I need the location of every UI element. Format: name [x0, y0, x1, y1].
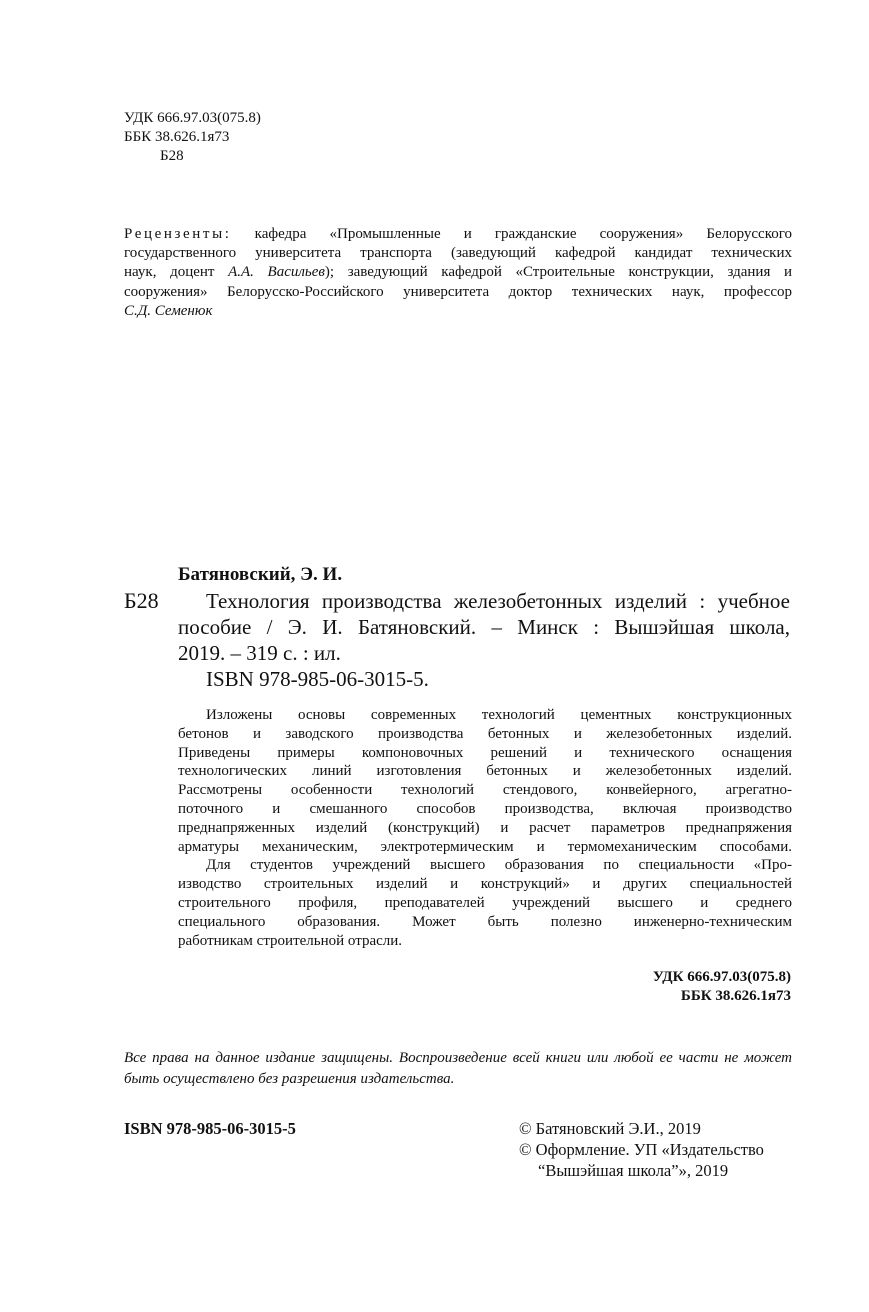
bib-line: 2019. – 319 с. : ил. — [178, 641, 341, 665]
bib-isbn: ISBN 978-985-06-3015-5. — [206, 667, 429, 691]
isbn: ISBN 978-985-06-3015-5 — [124, 1119, 296, 1138]
annotation-line: Рассмотрены особенности технологий стендового, конвейерного, агрегатно- — [178, 782, 792, 799]
copyright-author: © Батяновский Э.И., 2019 — [519, 1119, 701, 1138]
annotation-line: арматуры механическим, электротермическим и термомеханическим способами. — [178, 838, 792, 855]
udk-code: УДК 666.97.03(075.8) — [652, 969, 791, 985]
annotation-line: технологических линий изготовления бетонных и железобетонных изделий. — [178, 763, 792, 780]
annotation-line: бетонов и заводского производства бетонных и железобетонных изделий. — [178, 725, 792, 742]
bib-line: пособие / Э. И. Батяновский. – Минск : Вышэйшая школа, — [178, 615, 790, 639]
annotation-line: строительного профиля, преподавателей учреждений высшего и среднего — [178, 894, 792, 911]
author-mark: Б28 — [124, 588, 159, 613]
annotation-line: поточного и смешанного способов производства, включая производство — [178, 800, 792, 817]
udk-code: УДК 666.97.03(075.8) — [124, 110, 261, 126]
rights-notice — [124, 1048, 792, 1090]
copyright-design-cont: “Вышэйшая школа”», 2019 — [538, 1161, 729, 1180]
book-author: Батяновский, Э. И. — [178, 564, 343, 585]
reviewers-line: государственного университета транспорта (заведующий кафедрой кандидат технических — [124, 245, 792, 262]
reviewers-label: Рецензенты: — [124, 226, 232, 242]
annotation-line: Для студентов учреждений высшего образования по специальности «Про- — [206, 857, 792, 874]
annotation-line: Приведены примеры компоновочных решений и технического оснащения — [178, 744, 792, 761]
classification-codes-top — [124, 109, 261, 166]
reviewers-line: Рецензенты: кафедра «Промышленные и гражданские сооружения» Белорусского — [124, 226, 793, 242]
rights-line: быть осуществлено без разрешения издательства. — [124, 1071, 455, 1087]
reviewers-block — [124, 225, 792, 321]
bbk-code: ББК 38.626.1я73 — [680, 988, 791, 1004]
bbk-code: ББК 38.626.1я73 — [124, 129, 230, 145]
annotation — [178, 706, 792, 950]
annotation-line: Изложены основы современных технологий цементных конструкционных — [206, 707, 792, 723]
bibliographic-description — [178, 588, 790, 692]
rights-line: Все права на данное издание защищены. Воспроизведение всей книги или любой ее части не может — [124, 1050, 792, 1066]
annotation-line: изводство строительных изделий и конструкций» и других специальностей — [178, 876, 792, 893]
reviewers-line: наук, доцент А.А. Васильев); заведующий кафедрой «Строительные конструкции, здания и — [124, 264, 793, 281]
author-mark-code: Б28 — [160, 148, 184, 164]
annotation-line: специального образования. Может быть полезно инженерно-техническим — [178, 913, 792, 930]
annotation-line: преднапряженных изделий (конструкций) и расчет параметров преднапряжения — [178, 819, 792, 836]
reviewers-line: сооружения» Белорусско-Российского университета доктор технических наук, профессор — [124, 283, 792, 300]
reviewer-name: А.А. Васильев — [228, 264, 325, 281]
classification-codes-bottom — [653, 968, 791, 1006]
annotation-line: работникам строительной отрасли. — [178, 932, 403, 949]
copyright-notices — [519, 1118, 764, 1181]
bib-line: Технология производства железобетонных изделий : учебное — [206, 589, 790, 613]
reviewer-name: С.Д. Семенюк — [124, 302, 213, 319]
copyright-design: © Оформление. УП «Издательство — [519, 1140, 764, 1159]
